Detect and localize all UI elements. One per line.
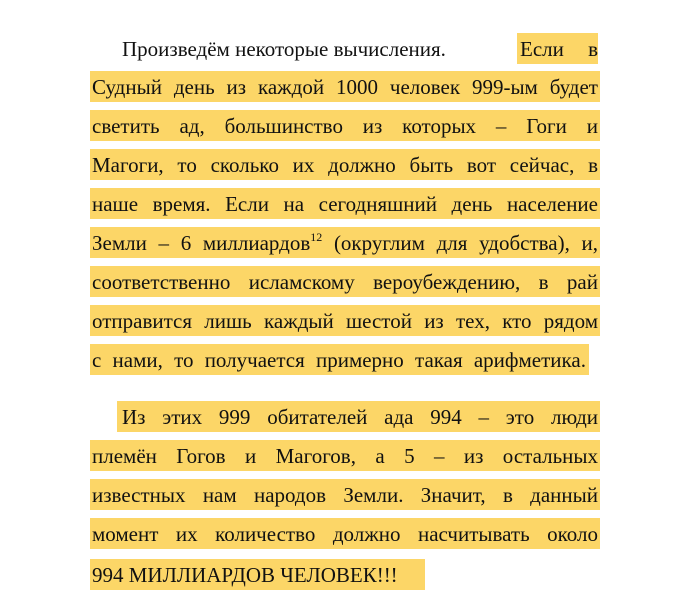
paragraph-1-line-5: наше время. Если на сегодняшний день население (92, 192, 598, 216)
paragraph-1-line-3: светить ад, большинство из которых – Гоги и (92, 114, 598, 138)
paragraph-2-line-4: момент их количество должно насчитывать около (92, 522, 598, 546)
paragraph-1-line-9: с нами, то получается примерно такая арифметика. (92, 348, 586, 372)
paragraph-2-line-3: известных нам народов Земли. Значит, в данный (92, 483, 598, 507)
paragraph-1-line-1 (122, 36, 598, 62)
paragraph-1-line-4: Магоги, то сколько их должно быть вот сейчас, в (92, 153, 598, 177)
paragraph-1-line-7: соответственно исламскому вероубеждению, в рай (92, 270, 598, 294)
paragraph-1-line-2: Судный день из каждой 1000 человек 999-ым будет (92, 75, 598, 99)
paragraph-2-line-5: 994 МИЛЛИАРДОВ ЧЕЛОВЕК!!! (92, 563, 398, 587)
paragraph-2-line-1: Из этих 999 обитателей ада 994 – это люди (122, 405, 598, 429)
paragraph-1-line-6-text: Земли – 6 миллиардов (92, 231, 311, 255)
paragraph-2-line-2: племён Гогов и Магогов, а 5 – из остальных (92, 444, 598, 468)
paragraph-1-line-6-rest: (округлим для удобства), и, (322, 231, 599, 255)
footnote-marker: 12 (310, 230, 323, 244)
paragraph-1-line-6 (92, 230, 598, 256)
paragraph-1-line-1-highlight: Если в (520, 37, 598, 61)
paragraph-1-line-8: отправится лишь каждый шестой из тех, кто рядом (92, 309, 598, 333)
paragraph-1-line-1-text: Произведём некоторые вычисления. (122, 37, 446, 61)
